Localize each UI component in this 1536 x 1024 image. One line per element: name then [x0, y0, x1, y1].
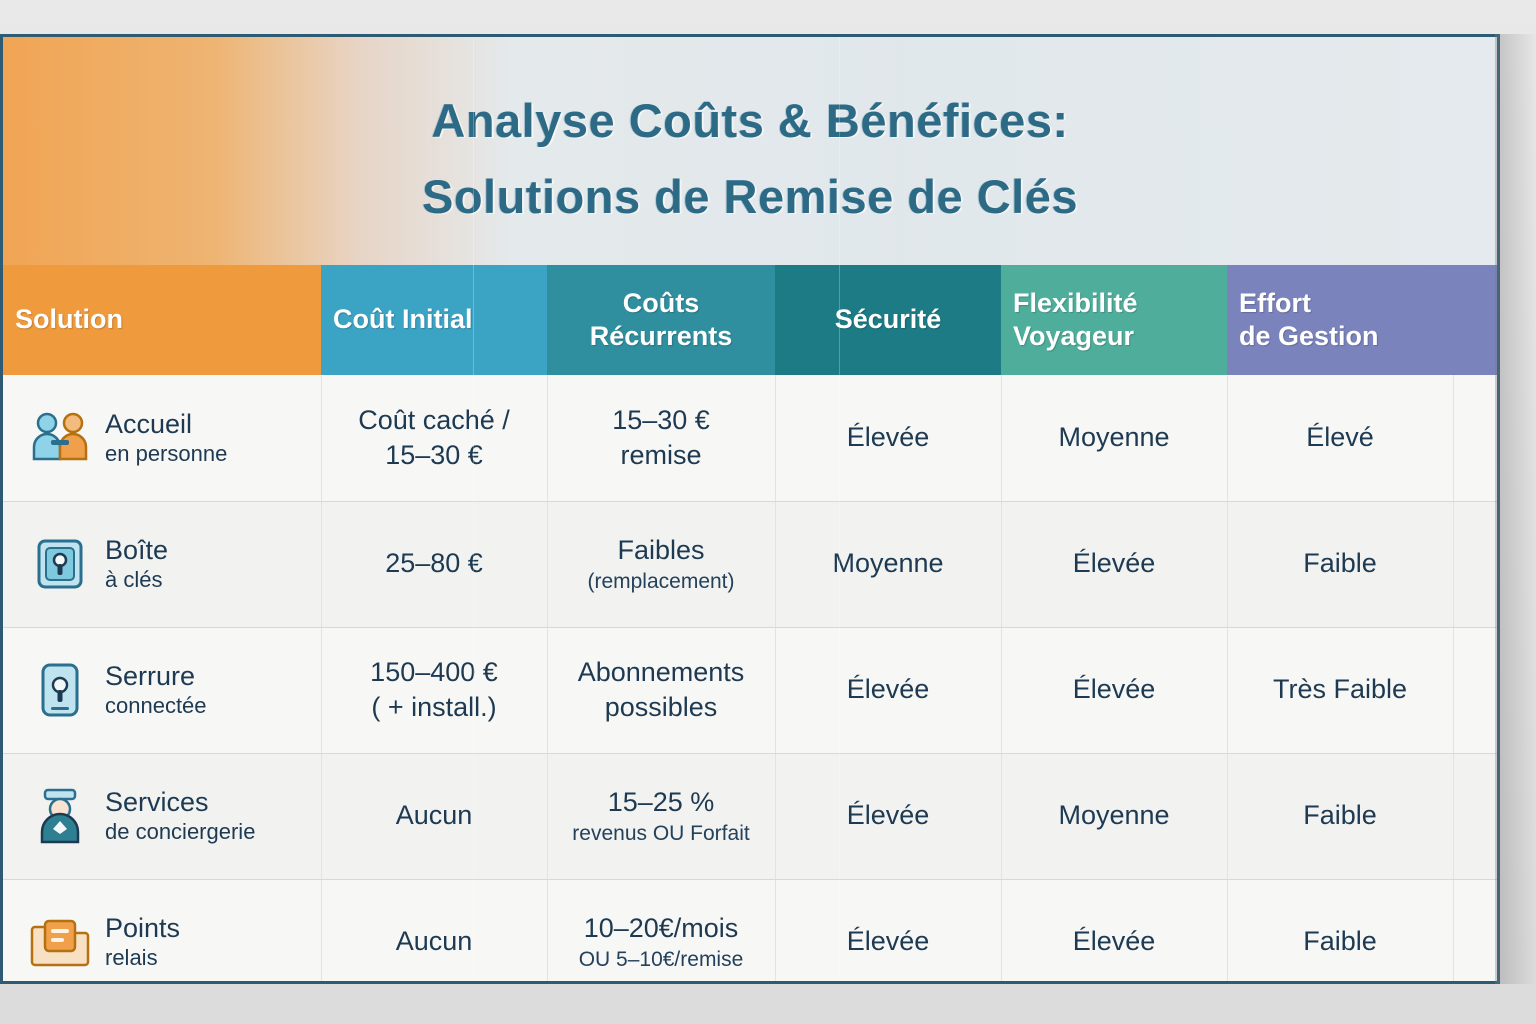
cell-cout-initial: 25–80 €	[321, 501, 547, 627]
cell-solution	[3, 627, 321, 753]
cell-spacer	[1453, 375, 1500, 501]
cell-couts-recurrents	[547, 627, 775, 753]
cell-couts-recurrents-sub: OU 5–10€/remise	[578, 947, 744, 971]
cell-cout-initial: Aucun	[321, 753, 547, 879]
cell-cout-initial-sub: ( + install.)	[371, 692, 497, 722]
cell-effort: Faible	[1227, 501, 1453, 627]
smart-lock-icon	[29, 659, 91, 721]
cell-flexibilite: Élevée	[1001, 879, 1227, 984]
cell-securite: Élevée	[775, 627, 1001, 753]
cell-spacer	[1453, 501, 1500, 627]
solution-label	[105, 408, 227, 468]
page-title-line-1: Analyse Coûts & Bénéfices:	[431, 94, 1069, 147]
solution-label-main: Accueil	[105, 408, 193, 439]
solution-label-main: Boîte	[105, 535, 169, 566]
page-title	[3, 83, 1497, 235]
solution-label-sub: à clés	[105, 567, 163, 593]
concierge-person-icon	[29, 785, 91, 847]
cell-couts-recurrents-sub: revenus OU Forfait	[572, 821, 750, 845]
solution-label	[105, 534, 168, 594]
cell-couts-recurrents-main: 15–30 €	[612, 404, 710, 435]
column-header-flexibilite-line1: Flexibilité	[1013, 287, 1138, 318]
solution-label	[105, 660, 207, 720]
two-people-handoff-icon	[29, 407, 91, 469]
cell-couts-recurrents-main: 10–20€/mois	[583, 912, 739, 943]
cell-solution	[3, 879, 321, 984]
solution-label-main: Points	[105, 913, 181, 944]
solution-label-sub: de conciergerie	[105, 819, 256, 845]
cell-cout-initial-main: Coût caché /	[358, 404, 510, 435]
cell-couts-recurrents	[547, 375, 775, 501]
page-title-line-2: Solutions de Remise de Clés	[421, 170, 1078, 224]
table-row	[3, 501, 1500, 627]
cell-securite: Élevée	[775, 879, 1001, 984]
right-edge-shadow	[1495, 34, 1536, 984]
cell-cout-initial-sub: 15–30 €	[385, 439, 483, 470]
cell-cout-initial	[321, 375, 547, 501]
cell-securite: Moyenne	[775, 501, 1001, 627]
column-header-couts-recurrents-line2: Récurrents	[589, 321, 733, 351]
cell-flexibilite: Élevée	[1001, 501, 1227, 627]
cell-securite: Élevée	[775, 375, 1001, 501]
cell-effort: Très Faible	[1227, 627, 1453, 753]
table-row	[3, 879, 1500, 984]
cell-solution	[3, 753, 321, 879]
cell-couts-recurrents	[547, 753, 775, 879]
solution-label-sub: relais	[105, 945, 158, 971]
slide-frame	[0, 34, 1500, 984]
cell-couts-recurrents	[547, 501, 775, 627]
solution-label-sub: en personne	[105, 440, 228, 466]
cell-spacer	[1453, 879, 1500, 984]
cell-securite: Élevée	[775, 753, 1001, 879]
column-header-effort-line1: Effort	[1239, 287, 1311, 318]
column-header-solution	[3, 265, 321, 375]
key-lockbox-icon	[29, 533, 91, 595]
column-header-cout-initial	[321, 265, 547, 375]
solution-label	[105, 912, 180, 972]
column-header-effort	[1227, 265, 1453, 375]
cost-benefit-table	[3, 265, 1500, 984]
table-row	[3, 375, 1500, 501]
column-header-couts-recurrents-line1: Coûts	[622, 287, 700, 318]
solution-label-main: Services	[105, 787, 209, 818]
table-row	[3, 627, 1500, 753]
column-header-effort-line2: de Gestion	[1239, 321, 1379, 351]
cell-solution	[3, 501, 321, 627]
cell-couts-recurrents-sub: (remplacement)	[587, 569, 735, 593]
cell-solution	[3, 375, 321, 501]
table-row	[3, 753, 1500, 879]
cell-flexibilite: Moyenne	[1001, 375, 1227, 501]
cell-couts-recurrents-main: Abonnements	[577, 656, 745, 687]
column-header-solution-label: Solution	[15, 304, 123, 335]
solution-label-main: Serrure	[105, 661, 196, 692]
column-header-spacer	[1453, 265, 1500, 375]
cell-couts-recurrents-sub: remise	[620, 439, 702, 470]
table-header-row	[3, 265, 1500, 375]
cell-cout-initial: Aucun	[321, 879, 547, 984]
cell-flexibilite: Élevée	[1001, 627, 1227, 753]
column-header-flexibilite	[1001, 265, 1227, 375]
cell-effort: Élevé	[1227, 375, 1453, 501]
solution-label	[105, 786, 255, 846]
cell-cout-initial-main: 150–400 €	[370, 656, 498, 687]
cell-flexibilite: Moyenne	[1001, 753, 1227, 879]
relay-folder-icon	[29, 911, 91, 973]
column-header-securite	[775, 265, 1001, 375]
cell-effort: Faible	[1227, 753, 1453, 879]
column-header-securite-label: Sécurité	[834, 304, 942, 335]
cell-couts-recurrents-sub: possibles	[604, 692, 718, 722]
cell-couts-recurrents-main: Faibles	[617, 534, 705, 565]
cell-cout-initial	[321, 627, 547, 753]
column-header-cout-initial-label: Coût Initial	[333, 304, 473, 335]
cell-spacer	[1453, 753, 1500, 879]
column-header-flexibilite-line2: Voyageur	[1013, 321, 1135, 351]
cell-spacer	[1453, 627, 1500, 753]
cell-effort: Faible	[1227, 879, 1453, 984]
cell-couts-recurrents	[547, 879, 775, 984]
solution-label-sub: connectée	[105, 693, 207, 719]
column-header-couts-recurrents	[547, 265, 775, 375]
cell-couts-recurrents-main: 15–25 %	[607, 786, 715, 817]
